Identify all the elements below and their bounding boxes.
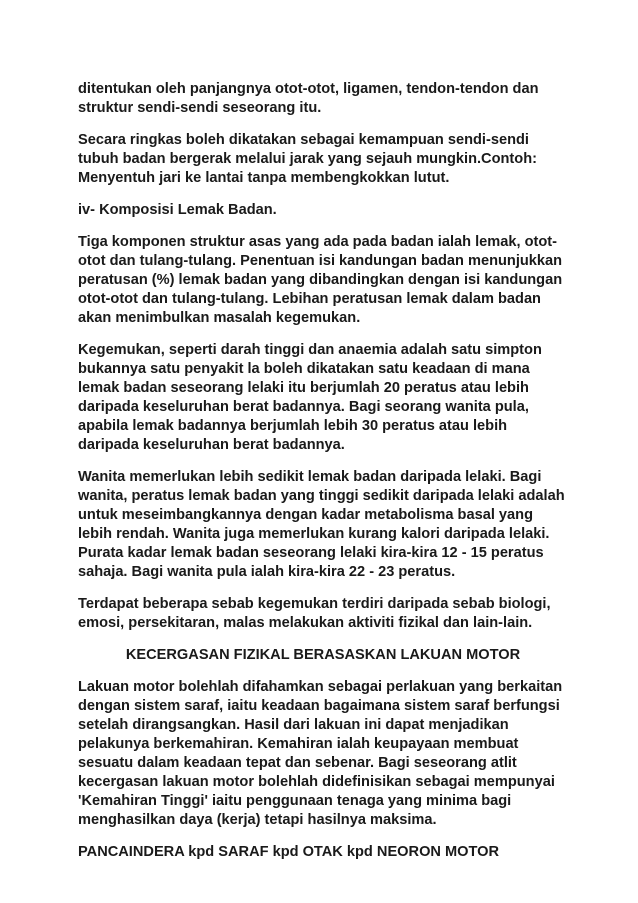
text-line: 'Kemahiran Tinggi' iaitu penggunaan tenaga yang minima bagi	[78, 793, 512, 809]
text-line: peratusan (%) lemak badan yang dibandingkan dengan isi kandungan	[78, 272, 563, 288]
paragraph	[78, 80, 568, 118]
paragraph	[78, 595, 568, 633]
text-line: dengan sistem saraf, iaitu keadaan bagaimana sistem saraf berfungsi	[78, 698, 560, 714]
text-line: otot dan tulang-tulang. Penentuan isi kandungan badan menunjukkan	[78, 253, 563, 269]
text-line: sahaja. Bagi wanita pula ialah kira-kira 22 - 23 peratus.	[78, 564, 456, 580]
text-line: daripada keseluruhan berat badannya. Bagi seorang wanita pula,	[78, 399, 529, 415]
text-line: iv- Komposisi Lemak Badan.	[78, 202, 277, 218]
paragraph	[78, 843, 568, 862]
text-line: wanita, peratus lemak badan yang tinggi sedikit daripada lelaki adalah	[78, 488, 565, 504]
text-line: Menyentuh jari ke lantai tanpa membengkokkan lutut.	[78, 170, 450, 186]
text-line: Lakuan motor bolehlah difahamkan sebagai perlakuan yang berkaitan	[78, 679, 563, 695]
paragraph	[78, 468, 568, 582]
paragraph	[78, 201, 568, 220]
text-line: Kegemukan, seperti darah tinggi dan anaemia adalah satu simpton	[78, 342, 542, 358]
text-line: untuk meseimbangkannya dengan kadar metabolisma basal yang	[78, 507, 533, 523]
text-line: Tiga komponen struktur asas yang ada pada badan ialah lemak, otot-	[78, 234, 558, 250]
paragraph	[78, 678, 568, 830]
paragraph	[78, 233, 568, 328]
text-line: lemak badan seseorang lelaki itu berjumlah 20 peratus atau lebih	[78, 380, 529, 396]
text-line: Wanita memerlukan lebih sedikit lemak badan daripada lelaki. Bagi	[78, 469, 542, 485]
text-line: akan menimbulkan masalah kegemukan.	[78, 310, 361, 326]
paragraph	[78, 131, 568, 188]
document-body	[78, 80, 568, 875]
section-heading-text: KECERGASAN FIZIKAL BERASASKAN LAKUAN MOTOR	[125, 647, 521, 663]
text-line: otot-otot dan tulang-tulang. Lebihan peratusan lemak dalam badan	[78, 291, 541, 307]
text-line: ditentukan oleh panjangnya otot-otot, ligamen, tendon-tendon dan	[78, 81, 539, 97]
text-line: Secara ringkas boleh dikatakan sebagai kemampuan sendi-sendi	[78, 132, 529, 148]
text-line: emosi, persekitaran, malas melakukan aktiviti fizikal dan lain-lain.	[78, 615, 533, 631]
text-line: tubuh badan bergerak melalui jarak yang sejauh mungkin.Contoh:	[78, 151, 537, 167]
text-line: struktur sendi-sendi seseorang itu.	[78, 100, 322, 116]
text-line: Purata kadar lemak badan seseorang lelaki kira-kira 12 - 15 peratus	[78, 545, 544, 561]
text-line: Terdapat beberapa sebab kegemukan terdiri daripada sebab biologi,	[78, 596, 551, 612]
text-line: setelah dirangsangkan. Hasil dari lakuan ini dapat menjadikan	[78, 717, 509, 733]
text-line: bukannya satu penyakit la boleh dikatakan satu keadaan di mana	[78, 361, 530, 377]
text-line: pelakunya berkemahiran. Kemahiran ialah keupayaan membuat	[78, 736, 519, 752]
text-line: PANCAINDERA kpd SARAF kpd OTAK kpd NEORON MOTOR	[78, 844, 500, 860]
text-line: sesuatu dalam keadaan tepat dan sebenar. Bagi seseorang atlit	[78, 755, 517, 771]
paragraph	[78, 341, 568, 455]
section-heading	[78, 646, 568, 665]
text-line: kecergasan lakuan motor bolehlah didefinisikan sebagai mempunyai	[78, 774, 555, 790]
text-line: apabila lemak badannya berjumlah lebih 30 peratus atau lebih	[78, 418, 508, 434]
text-line: menghasilkan daya (kerja) tetapi hasilnya maksima.	[78, 812, 437, 828]
text-line: daripada keseluruhan berat badannya.	[78, 437, 345, 453]
text-line: lebih rendah. Wanita juga memerlukan kurang kalori daripada lelaki.	[78, 526, 550, 542]
